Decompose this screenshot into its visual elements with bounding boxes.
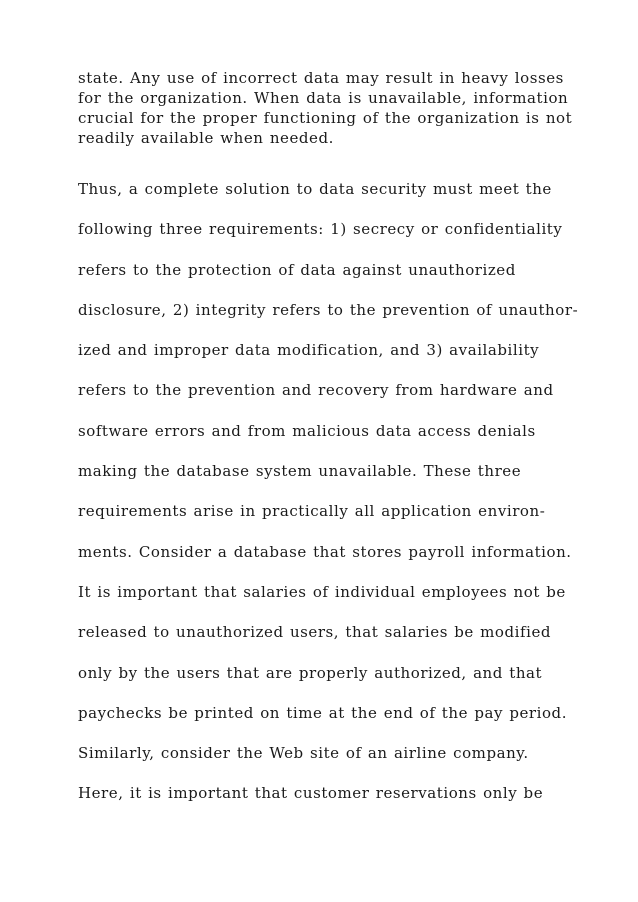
text-line: released to unauthorized users, that salaries be modified [78, 623, 552, 642]
text-line: Similarly, consider the Web site of an airline company. [78, 744, 529, 763]
text-line: refers to the protection of data against unauthorized [78, 260, 516, 279]
text-line: refers to the prevention and recovery from hardware and [78, 381, 554, 400]
text-line: requirements arise in practically all application environ- [78, 502, 546, 521]
text-line: ized and improper data modification, and 3) availability [78, 341, 540, 360]
text-line: following three requirements: 1) secrecy or confidentiality [78, 220, 563, 239]
text-line: making the database system unavailable. These three [78, 462, 522, 481]
text-line: crucial for the proper functioning of the organization is not [78, 109, 573, 127]
text-line: readily available when needed. [78, 129, 334, 147]
text-line: ments. Consider a database that stores payroll information. [78, 542, 572, 561]
text-line: state. Any use of incorrect data may result in heavy losses [78, 69, 564, 87]
text-line: It is important that salaries of individual employees not be [78, 582, 566, 601]
text-line: Thus, a complete solution to data security must meet the [78, 180, 552, 198]
text-line: Here, it is important that customer reservations only be [78, 784, 544, 803]
paragraph-2 [78, 180, 579, 825]
text-line: for the organization. When data is unavailable, information [78, 89, 569, 107]
paragraph-1 [78, 68, 573, 148]
text-line: paychecks be printed on time at the end of the pay period. [78, 703, 568, 722]
text-line: only by the users that are properly authorized, and that [78, 663, 543, 682]
text-line: software errors and from malicious data access denials [78, 421, 536, 440]
text-line: disclosure, 2) integrity refers to the prevention of unauthor- [78, 300, 579, 319]
